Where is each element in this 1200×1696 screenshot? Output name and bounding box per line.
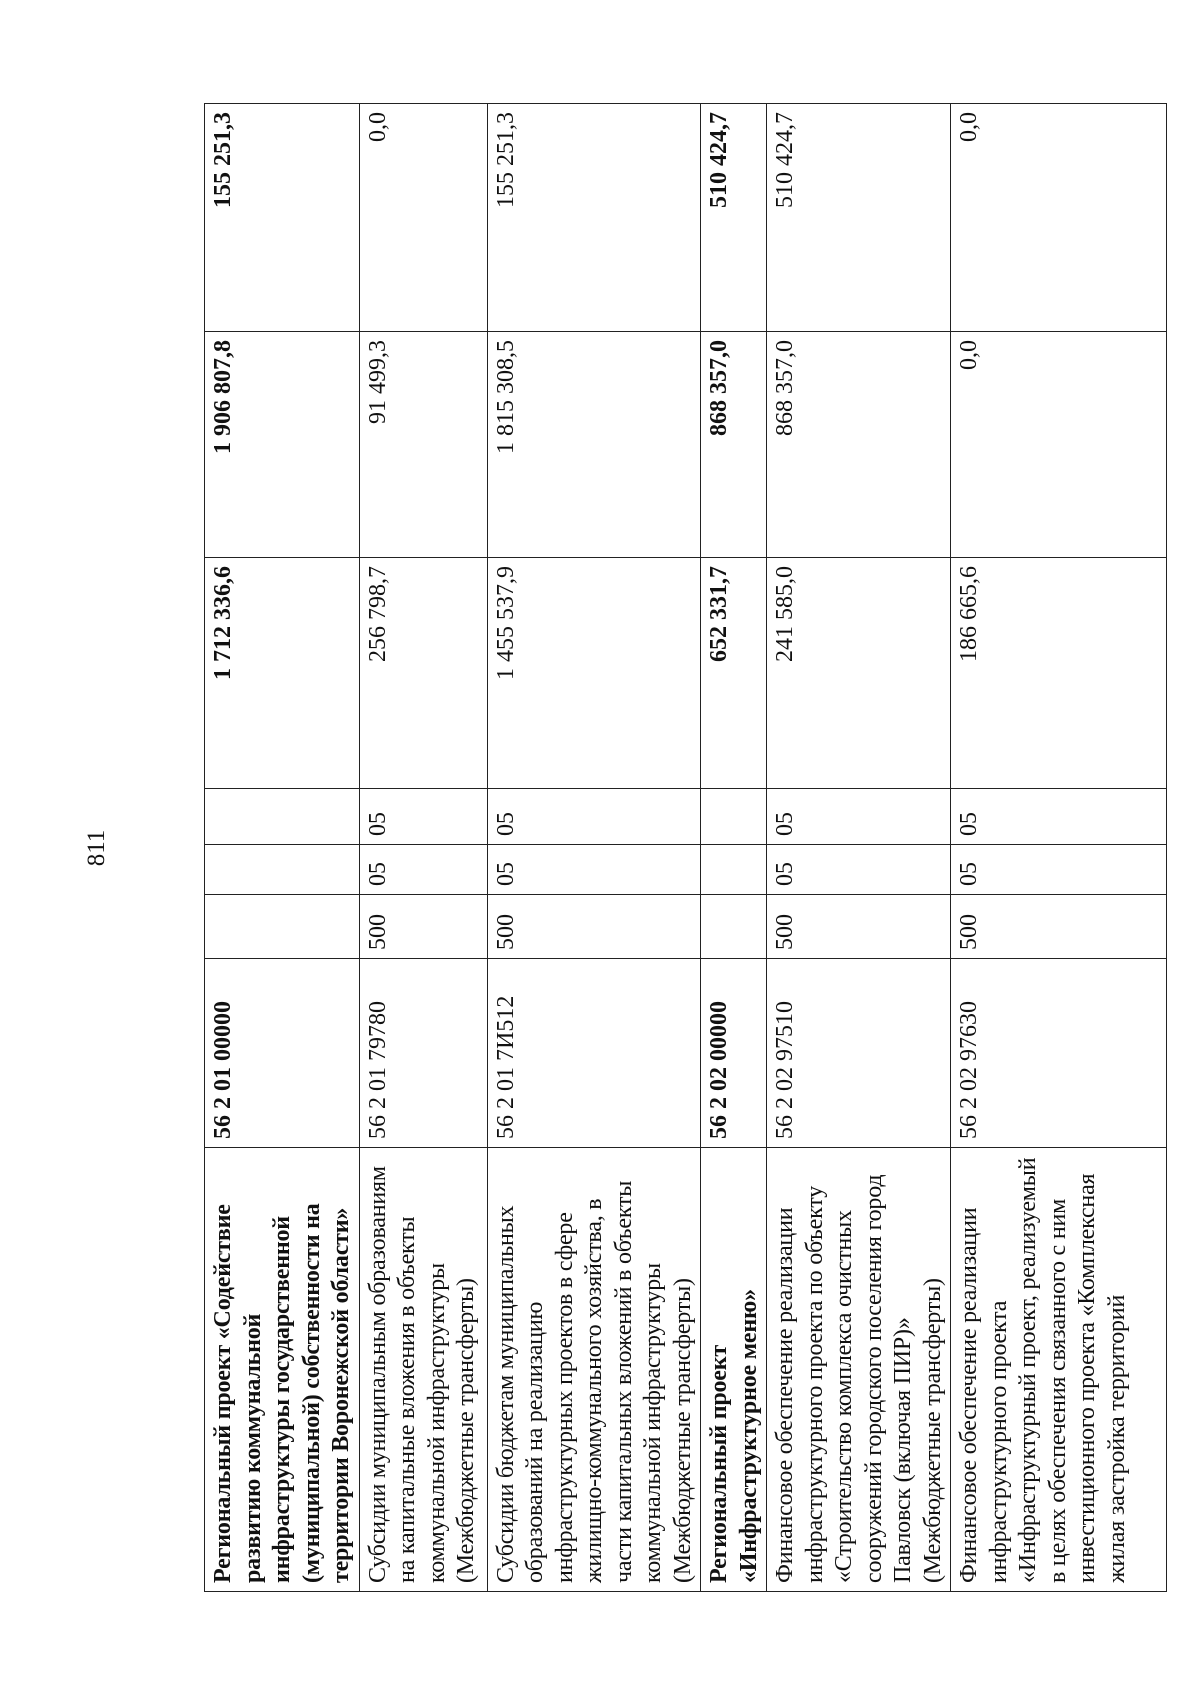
target-article-code: 56 2 02 97630 (951, 959, 1167, 1148)
section-code: 05 (767, 845, 951, 895)
row-name: Региональный проект «Инфраструктурное меню» (701, 1148, 767, 1592)
row-name: Региональный проект «Содействие развитию коммунальной инфраструктуры государственной (муниципальной) собственности на территории Воронежской области» (205, 1148, 360, 1592)
section-code: 05 (487, 845, 701, 895)
amount-column-3: 510 424,7 (767, 104, 951, 332)
subsection-code: 05 (487, 789, 701, 845)
subsection-code: 05 (767, 789, 951, 845)
table-row (487, 104, 701, 1592)
budget-table (204, 103, 1167, 1592)
amount-column-3: 0,0 (359, 104, 487, 332)
expense-type-code: 500 (767, 895, 951, 959)
amount-column-2: 1 906 807,8 (205, 332, 360, 558)
amount-column-3: 155 251,3 (487, 104, 701, 332)
row-name: Субсидии бюджетам муниципальных образований на реализацию инфраструктурных проектов в сфере жилищно-коммунального хозяйства, в части капитальных вложений в объекты коммунальной инфраструктуры (Межбюджетные трансферты) (487, 1148, 701, 1592)
amount-column-1: 1 455 537,9 (487, 558, 701, 789)
amount-column-1: 256 798,7 (359, 558, 487, 789)
row-name: Финансовое обеспечение реализации инфраструктурного проекта «Инфраструктурный проект, реализуемый в целях обеспечения связанного с ним инвестиционного проекта «Комплексная жилая застройка территорий (951, 1148, 1167, 1592)
subsection-code (205, 789, 360, 845)
target-article-code: 56 2 02 97510 (767, 959, 951, 1148)
amount-column-2: 0,0 (951, 332, 1167, 558)
amount-column-3: 0,0 (951, 104, 1167, 332)
table-row (205, 104, 360, 1592)
section-code: 05 (951, 845, 1167, 895)
table-row (359, 104, 487, 1592)
target-article-code: 56 2 01 79780 (359, 959, 487, 1148)
amount-column-1: 186 665,6 (951, 558, 1167, 789)
amount-column-3: 155 251,3 (205, 104, 360, 332)
amount-column-1: 652 331,7 (701, 558, 767, 789)
amount-column-2: 1 815 308,5 (487, 332, 701, 558)
amount-column-2: 91 499,3 (359, 332, 487, 558)
amount-column-1: 241 585,0 (767, 558, 951, 789)
row-name: Финансовое обеспечение реализации инфраструктурного проекта по объекту «Строительство комплекса очистных сооружений городского поселения город Павловск (включая ПИР)» (Межбюджетные трансферты) (767, 1148, 951, 1592)
rotated-table-page (204, 104, 1130, 1592)
expense-type-code: 500 (951, 895, 1167, 959)
subsection-code (701, 789, 767, 845)
subsection-code: 05 (359, 789, 487, 845)
amount-column-1: 1 712 336,6 (205, 558, 360, 789)
expense-type-code: 500 (359, 895, 487, 959)
section-code: 05 (359, 845, 487, 895)
table-row (767, 104, 951, 1592)
target-article-code: 56 2 02 00000 (701, 959, 767, 1148)
expense-type-code (701, 895, 767, 959)
target-article-code: 56 2 01 7И512 (487, 959, 701, 1148)
amount-column-2: 868 357,0 (701, 332, 767, 558)
table-row (701, 104, 767, 1592)
section-code (205, 845, 360, 895)
section-code (701, 845, 767, 895)
amount-column-3: 510 424,7 (701, 104, 767, 332)
subsection-code: 05 (951, 789, 1167, 845)
expense-type-code (205, 895, 360, 959)
amount-column-2: 868 357,0 (767, 332, 951, 558)
expense-type-code: 500 (487, 895, 701, 959)
table-body (205, 104, 1167, 1592)
table-row (951, 104, 1167, 1592)
row-name: Субсидии муниципальным образованиям на капитальные вложения в объекты коммунальной инфраструктуры (Межбюджетные трансферты) (359, 1148, 487, 1592)
target-article-code: 56 2 01 00000 (205, 959, 360, 1148)
page-number: 811 (83, 829, 110, 867)
